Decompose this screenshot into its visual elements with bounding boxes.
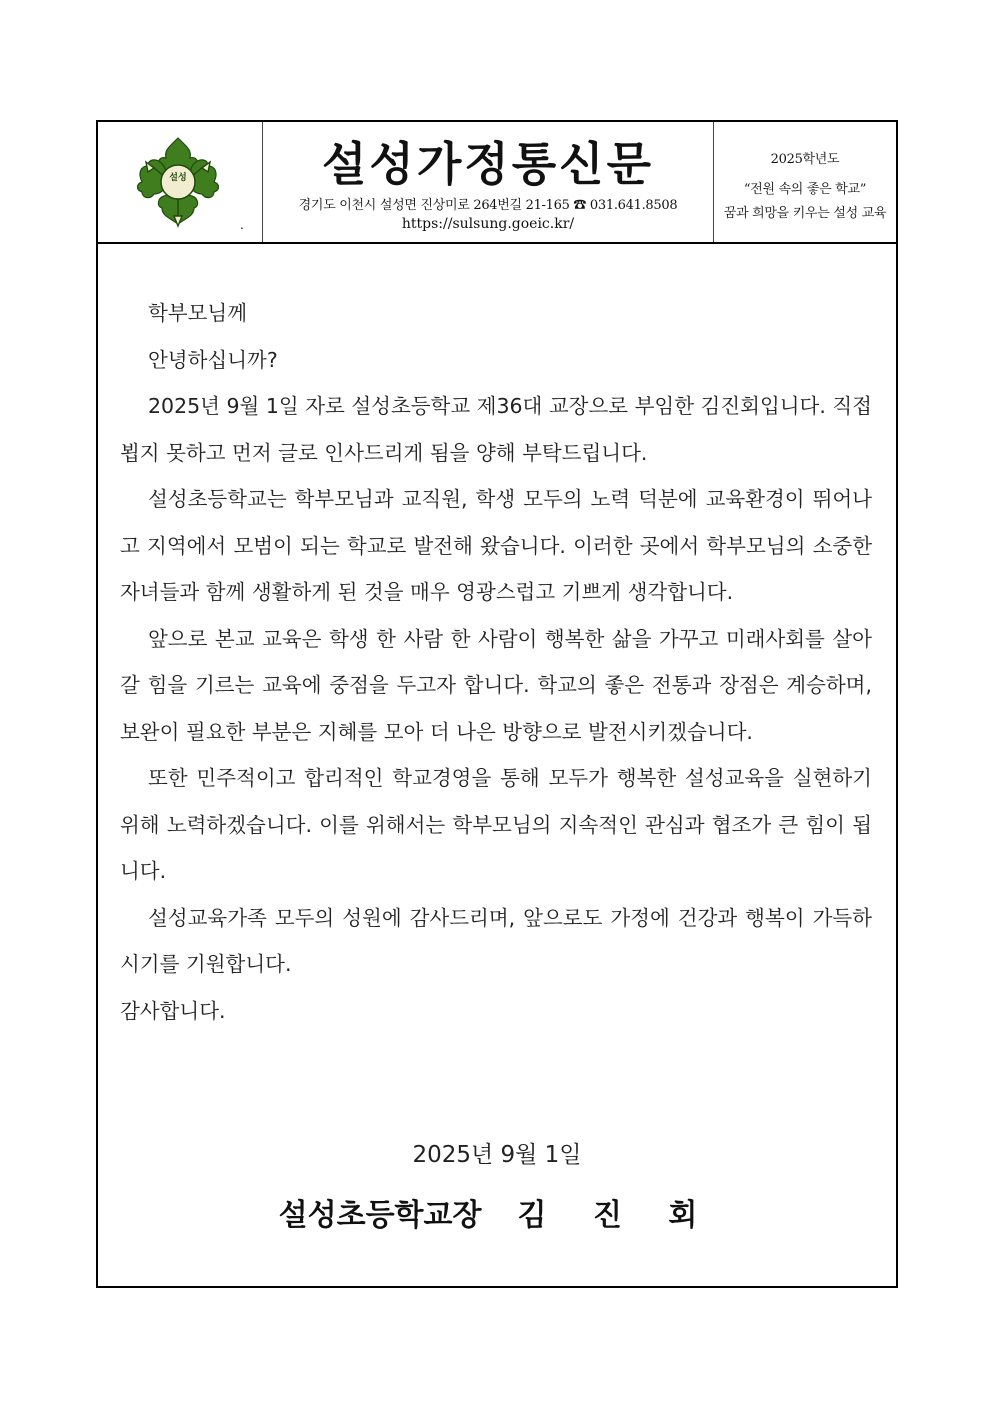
greeting: 안녕하십니까? (148, 347, 278, 372)
signer-name: 김 진 회 (517, 1198, 716, 1233)
emblem-text-top: 설성 (169, 173, 187, 183)
school-emblem-icon (134, 136, 222, 228)
letter-paragraph: 2025년 9월 1일 자로 설성초등학교 제36대 교장으로 부임한 김진회입니다. 직접 뵙지 못하고 먼저 글로 인사드리게 됨을 양해 부탁드립니다. (120, 394, 872, 465)
letter-paragraph: 설성교육가족 모두의 성원에 감사드리며, 앞으로도 가정에 건강과 행복이 가득하시기를 기원합니다. (120, 905, 872, 976)
signer-title: 설성초등학교장 (278, 1198, 482, 1233)
slogan-cell (714, 122, 896, 242)
letter-paragraph: 앞으로 본교 교육은 학생 한 사람 한 사람이 행복한 삶을 가꾸고 미래사회를 살아갈 힘을 기르는 교육에 중점을 두고자 합니다. 학교의 좋은 전통과 장점은 계승하며, 보완이 필요한 부분은 지혜를 모아 더 나은 방향으로 발전시키겠습니다. (120, 626, 872, 744)
school-year: 2025학년도 (770, 152, 840, 167)
newsletter-frame (96, 120, 898, 1288)
letter-paragraph: 설성초등학교는 학부모님과 교직원, 학생 모두의 노력 덕분에 교육환경이 뛰어나고 지역에서 모범이 되는 학교로 발전해 왔습니다. 이러한 곳에서 학부모님의 소중한 자녀들과 함께 생활하게 된 것을 매우 영광스럽고 기쁘게 생각합니다. (120, 487, 872, 604)
header-dot: . (240, 218, 244, 232)
closing: 감사합니다. (120, 998, 226, 1023)
title-cell (262, 122, 714, 242)
letter-date: 2025년 9월 1일 (412, 1142, 582, 1168)
newsletter-header (98, 122, 896, 244)
school-address: 경기도 이천시 설성면 진상미로 264번길 21-165 ☎ 031.641.8508 (298, 198, 678, 213)
newsletter-title: 설성가정통신문 (321, 137, 655, 191)
school-url[interactable]: https://sulsung.goeic.kr/ (401, 216, 575, 232)
letter-paragraph: 또한 민주적이고 합리적인 학교경영을 통해 모두가 행복한 설성교육을 실현하기 위해 노력하겠습니다. 이를 위해서는 학부모님의 지속적인 관심과 협조가 큰 힘이 됩니다. (120, 766, 872, 883)
slogan-line-2: 꿈과 희망을 키우는 설성 교육 (723, 206, 887, 221)
letter-body (120, 290, 872, 1034)
signature (98, 1190, 896, 1234)
slogan-line-1: “전원 속의 좋은 학교” (743, 182, 867, 197)
logo-cell (98, 122, 262, 242)
salutation: 학부모님께 (148, 301, 248, 325)
